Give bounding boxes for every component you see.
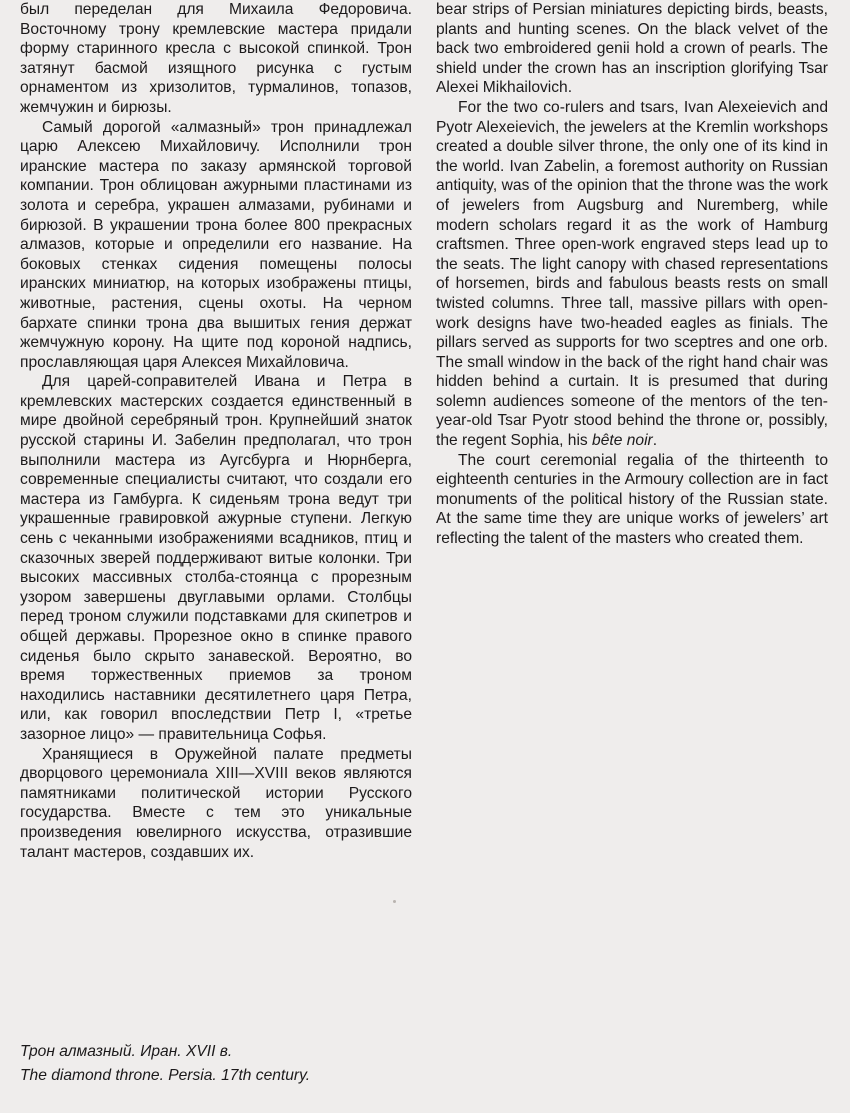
figure-captions	[20, 1040, 520, 1088]
caption-english: The diamond throne. Persia. 17th century.	[20, 1067, 311, 1084]
en-paragraph-3: The court ceremonial regalia of the thirteenth to eighteenth centuries in the Armoury collection are in fact monuments of the political history of the Russian state. At the same time they are unique works of jewelers’ art reflecting the talent of the masters who created them.	[436, 451, 828, 548]
en-paragraph-2-italic: bête noir	[592, 432, 653, 450]
print-speck	[393, 900, 396, 903]
ru-paragraph-2: Самый дорогой «алмазный» трон принадлежал царю Алексею Михайловичу. Исполнили трон иранские мастера по заказу армянской торговой компании. Трон облицован ажурными пластинами из золота и серебра, украшен алмазами, рубинами и бирюзой. В украшении трона более 800 прекрасных алмазов, которые и определили его название. На боковых стенках сидения помещены полосы иранских миниатюр, на которых изображены птицы, животные, растения, сцены охоты. На черном бархате спинки трона два вышитых гения держат жемчужную корону. На щите под короной надпись, прославляющая царя Алексея Михайловича.	[20, 118, 412, 371]
ru-paragraph-4: Хранящиеся в Оружейной палате предметы дворцового церемониала XIII—XVIII веков являются памятниками политической истории Русского государства. Вместе с тем это уникальные произведения ювелирного искусства, отразившие талант мастеров, создавших их.	[20, 745, 412, 861]
en-paragraph-2	[436, 98, 828, 451]
russian-text-column	[20, 0, 412, 862]
en-paragraph-2-end: .	[652, 432, 658, 450]
caption-russian: Трон алмазный. Иран. XVII в.	[20, 1043, 233, 1060]
en-paragraph-2-text: For the two co-rulers and tsars, Ivan Alexeievich and Pyotr Alexeievich, the jewelers at the Kremlin workshops created a double silver throne, the only one of its kind in the world. Ivan Zabelin, a foremost authority on Russian antiquity, was of the opinion that the throne was the work of jewelers from Augsburg and Nuremberg, while modern scholars regard it as the work of Hamburg craftsmen. Three open-work engraved steps lead up to the seats. The light canopy with chased representations of horsemen, birds and fabulous beasts rests on small twisted columns. Three tall, massive pillars with open-work designs have two-headed eagles as finials. The pillars served as supports for two sceptres and one orb. The small window in the back of the right hand chair was hidden behind a curtain. It is presumed that during solemn audiences someone of the mentors of the ten-year-old Tsar Pyotr stood behind the throne or, possibly, the regent Sophia, his	[436, 98, 828, 450]
english-text-column	[436, 0, 828, 549]
ru-paragraph-1: был переделан для Михаила Федоровича. Восточному трону кремлевские мастера придали форму старинного кресла с высокой спинкой. Трон затянут басмой изящного рисунка с густым орнаментом из хризолитов, турмалинов, топазов, жемчужин и бирюзы.	[20, 1, 412, 116]
ru-paragraph-3: Для царей-соправителей Ивана и Петра в кремлевских мастерских создается единственный в мире двойной серебряный трон. Крупнейший знаток русской старины И. Забелин предполагал, что трон выполнили мастера из Аугсбурга и Нюрнберга, современные специалисты считают, что создали его мастера из Гамбурга. К сиденьям трона ведут три украшенные гравировкой ажурные ступени. Легкую сень с чеканными изображениями всадников, птиц и сказочных зверей поддерживают витые колонки. Три высоких массивных столба-стоянца с прорезным узором завершены двуглавыми орлами. Столбцы перед троном служили подставками для скипетров и общей державы. Прорезное окно в спинке правого сиденья было скрыто занавеской. Вероятно, во время торжественных приемов за троном находились наставники десятилетнего царя Петра, или, как говорил впоследствии Петр I, «третье зазорное лицо» — правительница Софья.	[20, 373, 412, 743]
en-paragraph-1: bear strips of Persian miniatures depicting birds, beasts, plants and hunting scenes. On the black velvet of the back two embroidered genii hold a crown of pearls. The shield under the crown has an inscription glorifying Tsar Alexei Mikhailovich.	[436, 1, 828, 97]
